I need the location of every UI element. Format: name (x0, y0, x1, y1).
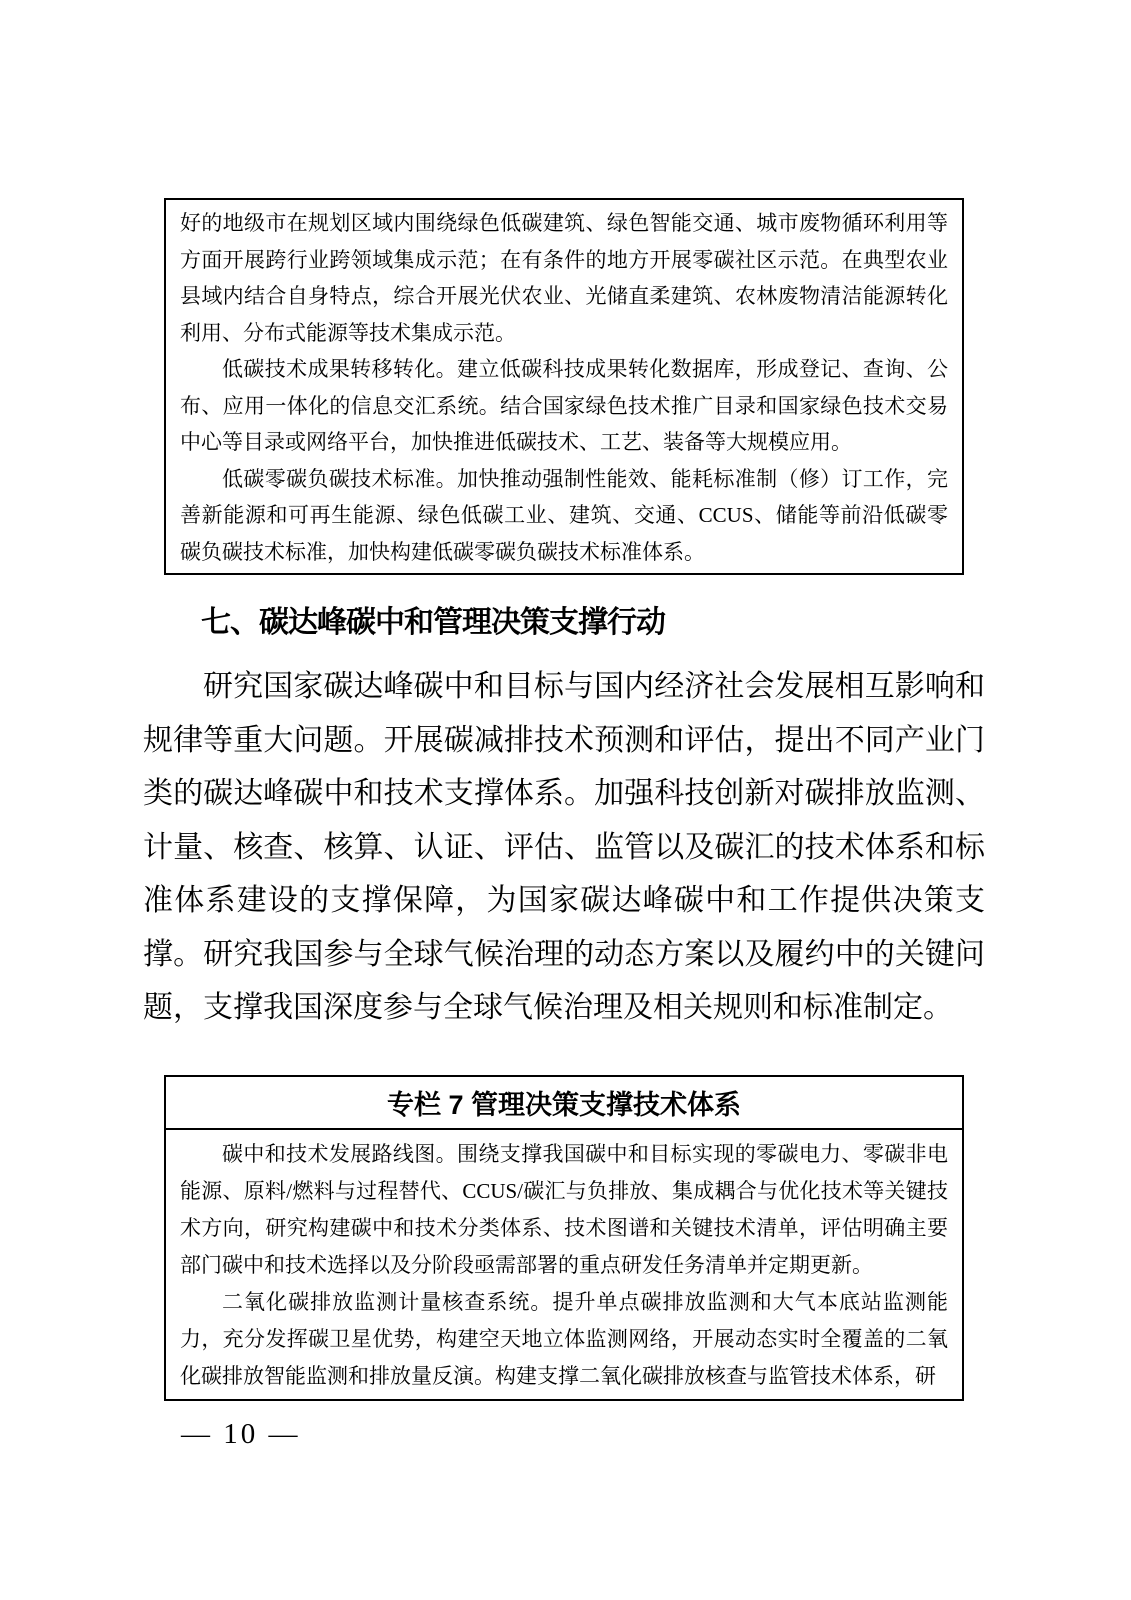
box-paragraph-monitoring: 二氧化碳排放监测计量核查系统。提升单点碳排放监测和大气本底站监测能力，充分发挥碳卫星优势，构建空天地立体监测网络，开展动态实时全覆盖的二氧化碳排放智能监测和排放量反演。构建支撑二氧化碳排放核查与监管技术体系，研 (180, 1290, 948, 1388)
page-number: — 10 — (181, 1418, 301, 1450)
section-body-paragraph: 研究国家碳达峰碳中和目标与国内经济社会发展相互影响和规律等重大问题。开展碳减排技术预测和评估，提出不同产业门类的碳达峰碳中和技术支撑体系。加强科技创新对碳排放监测、计量、核查、核算、认证、评估、监管以及碳汇的技术体系和标准体系建设的支撑保障，为国家碳达峰碳中和工作提供决策支撑。研究我国参与全球气候治理的动态方案以及履约中的关键问题，支撑我国深度参与全球气候治理及相关规则和标准制定。 (143, 670, 985, 1024)
section-heading: 七、碳达峰碳中和管理决策支撑行动 (201, 606, 665, 639)
box-paragraph-tech-transfer: 低碳技术成果转移转化。建立低碳科技成果转化数据库，形成登记、查询、公布、应用一体化的信息交汇系统。结合国家绿色技术推广目录和国家绿色技术交易中心等目录或网络平台，加快推进低碳技术、工艺、装备等大规模应用。 (180, 357, 948, 454)
box-paragraph-roadmap: 碳中和技术发展路线图。围绕支撑我国碳中和目标实现的零碳电力、零碳非电能源、原料/燃料与过程替代、CCUS/碳汇与负排放、集成耦合与优化技术等关键技术方向，研究构建碳中和技术分类体系、技术图谱和关键技术清单，评估明确主要部门碳中和技术选择以及分阶段亟需部署的重点研发任务清单并定期更新。 (180, 1142, 948, 1277)
column7-content (166, 1130, 962, 1395)
continuation-textbox (164, 198, 964, 575)
box-paragraph-tech-standards: 低碳零碳负碳技术标准。加快推动强制性能效、能耗标准制（修）订工作，完善新能源和可再生能源、绿色低碳工业、建筑、交通、CCUS、储能等前沿低碳零碳负碳技术标准，加快构建低碳零碳负碳技术标准体系。 (180, 466, 948, 564)
box-paragraph-integration-demo: 好的地级市在规划区域内围绕绿色低碳建筑、绿色智能交通、城市废物循环利用等方面开展跨行业跨领域集成示范；在有条件的地方开展零碳社区示范。在典型农业县域内结合自身特点，综合开展光伏农业、光储直柔建筑、农林废物清洁能源转化利用、分布式能源等技术集成示范。 (180, 211, 948, 345)
column7-title: 专栏 7 管理决策支撑技术体系 (166, 1077, 962, 1130)
column7-textbox (164, 1075, 964, 1401)
